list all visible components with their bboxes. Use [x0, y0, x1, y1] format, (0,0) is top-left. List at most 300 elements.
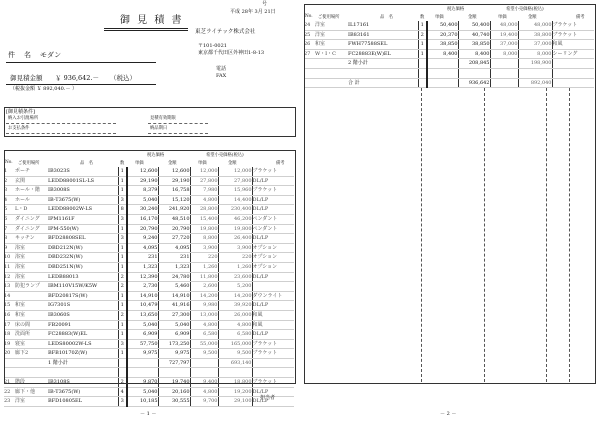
cell-ref-amount: 26,000	[218, 310, 252, 320]
company-address: 東京都千代田区外神田1-8-13	[198, 50, 265, 56]
cell-ref-unit: 9,700	[190, 397, 218, 407]
cell-no: 15	[4, 301, 15, 311]
cell-ref-amount: 8,000	[518, 49, 552, 59]
cell-qty: 4	[118, 387, 127, 397]
quote-page-2	[300, 0, 600, 424]
cell-amount: 50,400	[458, 21, 490, 30]
cell-amount: 27,300	[158, 310, 190, 320]
cell-qty: 1	[118, 262, 127, 272]
cell-model: LEDS80002W-LS	[48, 339, 118, 349]
cell-remark: オプション	[252, 243, 294, 253]
cell-ref-unit: 220	[190, 253, 218, 263]
cell-model: BFB10170Z(W)	[48, 349, 118, 359]
cell-amount: 936,642	[458, 78, 490, 88]
cell-ref-unit: 14,200	[190, 291, 218, 301]
cell-remark: ダウンライト	[252, 291, 294, 301]
cell-qty: 2	[118, 272, 127, 282]
cell-no: 9	[4, 243, 15, 253]
cell-amount: 16,758	[158, 186, 190, 196]
cell-unit: 231	[127, 253, 158, 263]
cell-model: IB3108S	[48, 378, 118, 388]
cell-qty: 8	[118, 205, 127, 215]
cell-remark: ブラケット	[552, 30, 594, 40]
table-frame-page-1	[4, 150, 296, 384]
cell-unit: 20,370	[427, 30, 458, 40]
cell-remark: ペンダント	[252, 214, 294, 224]
cell-no: 6	[4, 214, 15, 224]
cell-ref-amount: 3,900	[218, 243, 252, 253]
cell-no: 10	[4, 253, 15, 263]
cell-unit: 8,400	[427, 49, 458, 59]
p2-col-ref-unit-header: 単価	[498, 15, 507, 20]
cell-unit: 12,600	[127, 167, 158, 176]
cond-payment: お支払条件	[8, 126, 30, 131]
cell-ref-unit: 15,400	[190, 214, 218, 224]
cell-place: 寝室	[15, 339, 48, 349]
cell-model: IB-T3675(W)	[48, 195, 118, 205]
col-unit-header: 単価	[135, 161, 144, 166]
p2-col-model-header: 品 名	[380, 15, 393, 20]
cell-remark: 和風	[252, 320, 294, 330]
cell-place: 階段	[15, 378, 48, 388]
cell-model: 2 階小計	[348, 59, 418, 69]
table-row	[4, 397, 294, 407]
cell-remark: DL/LP	[252, 387, 294, 397]
company-postal: 〒101-0021	[198, 43, 227, 49]
cell-remark: DL/LP	[252, 272, 294, 282]
cell-no: 18	[4, 330, 15, 340]
subject-label: 件 名	[8, 51, 32, 59]
cell-ref-amount: 220	[218, 253, 252, 263]
p2-guide-2	[484, 88, 485, 382]
cell-remark: ブラケット	[252, 167, 294, 176]
cell-place: 浴室	[15, 262, 48, 272]
cell-qty: 3	[118, 214, 127, 224]
cell-remark: ブラケット	[552, 21, 594, 30]
cell-ref-unit: 3,900	[190, 243, 218, 253]
page-number-2: － 2 －	[440, 411, 457, 417]
cell-remark: シーリング	[552, 49, 594, 59]
cell-place: キッチン	[15, 234, 48, 244]
cell-remark: DL/LP	[252, 397, 294, 407]
cell-unit: 2,730	[127, 282, 158, 292]
p2-col-ref-amount-header: 金額	[528, 15, 537, 20]
cell-amount: 5,460	[158, 282, 190, 292]
cell-unit: 10,185	[127, 397, 158, 407]
cell-qty: 1	[118, 167, 127, 176]
cell-unit: 4,095	[127, 243, 158, 253]
cell-amount: 6,909	[158, 330, 190, 340]
cell-unit: 6,909	[127, 330, 158, 340]
subject-underline	[6, 62, 156, 63]
cell-amount: 9,975	[158, 349, 190, 359]
cell-ref-amount: 14,400	[218, 195, 252, 205]
cell-amount: 27,720	[158, 234, 190, 244]
cell-ref-amount: 693,140	[218, 358, 252, 368]
page-title: 御 見 積 書	[120, 15, 184, 26]
cell-amount: 19,740	[158, 378, 190, 388]
cell-ref-amount: 19,200	[218, 387, 252, 397]
p2-guide-1	[421, 88, 422, 382]
cell-place: 和室	[315, 40, 348, 50]
conditions-box	[4, 107, 296, 137]
p2-col-unit-header: 単価	[435, 15, 444, 20]
cell-unit: 1,323	[127, 262, 158, 272]
cell-ref-unit: 12,000	[190, 167, 218, 176]
cell-place: 床の間	[15, 320, 48, 330]
cell-unit: 5,040	[127, 195, 158, 205]
cell-no: 26	[304, 40, 315, 50]
cell-ref-unit: 9,400	[190, 378, 218, 388]
cell-unit: 10,479	[127, 301, 158, 311]
cell-ref-unit: 8,800	[190, 234, 218, 244]
cell-place: W・I・C	[315, 49, 348, 59]
cell-unit: 16,170	[127, 214, 158, 224]
cell-amount: 14,910	[158, 291, 190, 301]
cell-place: 浴室	[15, 272, 48, 282]
cell-ref-unit: 8,000	[490, 49, 518, 59]
cell-place: 和室	[15, 301, 48, 311]
cell-place: 廊下・他	[15, 387, 48, 397]
col-amount-header: 金額	[168, 161, 177, 166]
cell-qty: 1	[118, 243, 127, 253]
cell-amount: 4,095	[158, 243, 190, 253]
cell-ref-amount: 198,900	[518, 59, 552, 69]
p2-guide-4	[569, 88, 570, 382]
cell-remark: DL/LP	[252, 330, 294, 340]
p2-col-remarks-header: 備考	[576, 15, 585, 20]
company-name: 東芝ライテック株式会社	[195, 29, 256, 35]
cell-amount: 727,797	[158, 358, 190, 368]
cell-place: 浴室	[15, 243, 48, 253]
cell-remark: ブラケット	[252, 186, 294, 196]
p2-guide-3	[546, 88, 547, 382]
cell-ref-amount: 18,800	[218, 378, 252, 388]
cell-place: ダイニング	[15, 214, 48, 224]
cell-qty: 1	[418, 40, 427, 50]
cell-model: LEDD88002W-LS	[48, 205, 118, 215]
p2-col-no-header: No.	[305, 14, 313, 19]
cell-no: 20	[4, 349, 15, 359]
cell-model: BFD20817S(W)	[48, 291, 118, 301]
cell-ref-amount: 14,200	[218, 291, 252, 301]
cell-amount: 20,790	[158, 224, 190, 234]
cell-model: BFD28808SEL	[48, 234, 118, 244]
cell-ref-amount: 39,920	[218, 301, 252, 311]
cell-ref-unit: 4,800	[190, 320, 218, 330]
cell-unit: 8,379	[127, 186, 158, 196]
cell-ref-amount: 892,040	[518, 78, 552, 88]
person-in-charge-label: 担当者	[260, 395, 276, 401]
cell-remark: ブラケット	[252, 339, 294, 349]
cell-model: LEDB88013	[48, 272, 118, 282]
cell-model: IB3008S	[48, 186, 118, 196]
cell-remark: DL/LP	[252, 195, 294, 205]
subject-value: モダン	[40, 51, 62, 59]
cond-delivery-place: 納入お引渡場所	[8, 116, 39, 121]
cell-ref-unit: 9,980	[190, 301, 218, 311]
cell-qty: 3	[118, 339, 127, 349]
cell-ref-unit: 4,800	[190, 195, 218, 205]
cell-model: FWH77588SEL	[348, 40, 418, 50]
col-model-header: 品 名	[80, 161, 93, 166]
col-qty-header: 数	[120, 161, 125, 166]
col-remarks-header: 備考	[276, 161, 285, 166]
cell-unit: 12,390	[127, 272, 158, 282]
cell-model: IB3060S	[48, 310, 118, 320]
cell-ref-unit: 37,000	[490, 40, 518, 50]
cell-ref-amount: 5,200	[218, 282, 252, 292]
cell-ref-amount: 12,000	[218, 167, 252, 176]
cell-place: ダイニング	[15, 224, 48, 234]
cell-qty: 2	[118, 378, 127, 388]
cell-model: IB3023S	[48, 167, 118, 176]
cell-remark: DL/LP	[252, 176, 294, 186]
cell-model: IG7301S	[48, 301, 118, 311]
cell-remark: ブラケット	[252, 378, 294, 388]
cell-no: 12	[4, 272, 15, 282]
cell-remark: DL/LP	[252, 234, 294, 244]
cell-remark: 和風	[252, 310, 294, 320]
cell-ref-amount: 29,100	[218, 397, 252, 407]
cell-ref-unit: 19,400	[490, 30, 518, 40]
cell-place: 洗面所	[15, 330, 48, 340]
cell-unit: 38,850	[427, 40, 458, 50]
header-number: 号	[262, 1, 268, 7]
cell-amount: 12,600	[158, 167, 190, 176]
cell-ref-amount: 15,960	[218, 186, 252, 196]
cell-ref-amount: 9,500	[218, 349, 252, 359]
cell-ref-unit: 6,580	[190, 330, 218, 340]
col-place-header: ご使用場所	[18, 161, 40, 166]
cell-amount: 231	[158, 253, 190, 263]
cell-qty: 1	[418, 21, 427, 30]
conditions-title: [御見積条件]	[6, 109, 35, 115]
cell-place: 和室	[15, 310, 48, 320]
cell-qty: 1	[118, 176, 127, 186]
cell-qty: 1	[118, 301, 127, 311]
cell-place: ポーチ	[15, 167, 48, 176]
cell-qty: 1	[118, 291, 127, 301]
cell-model: FB20091	[48, 320, 118, 330]
tax-excluded-amount: （税抜金額 ￥ 892,040.－ ）	[10, 86, 78, 92]
p2-col-quote-group-header: 税込価格	[447, 7, 465, 12]
col-ref-amount-header: 金額	[228, 161, 237, 166]
tel-label: 電話	[216, 66, 227, 72]
cell-ref-amount: 38,800	[518, 30, 552, 40]
cell-no: 14	[4, 291, 15, 301]
cell-no: 2	[4, 176, 15, 186]
cell-place: L・D	[15, 205, 48, 215]
cell-qty: 2	[118, 282, 127, 292]
cell-ref-unit: 19,800	[190, 224, 218, 234]
cell-ref-unit: 1,260	[190, 262, 218, 272]
cell-place: ホール・階	[15, 186, 48, 196]
cell-amount: 208,845	[458, 59, 490, 69]
cell-place: ホール	[15, 195, 48, 205]
col-ref-unit-header: 単価	[198, 161, 207, 166]
cell-amount: 30,555	[158, 397, 190, 407]
cell-unit: 5,040	[127, 387, 158, 397]
cell-ref-amount: 23,600	[218, 272, 252, 282]
quote-date: 平成 28年 3月 21日	[230, 9, 276, 15]
cell-unit: 20,790	[127, 224, 158, 234]
fax-label: FAX	[216, 73, 227, 79]
cell-unit: 50,400	[427, 21, 458, 30]
cell-remark: DL/LP	[252, 205, 294, 215]
cell-ref-amount: 48,000	[518, 21, 552, 30]
cell-amount: 24,780	[158, 272, 190, 282]
cell-amount: 48,510	[158, 214, 190, 224]
cell-unit: 29,190	[127, 176, 158, 186]
cell-ref-unit: 48,000	[490, 21, 518, 30]
cell-ref-unit: 27,800	[190, 176, 218, 186]
cell-no: 13	[4, 282, 15, 292]
cell-amount: 29,190	[158, 176, 190, 186]
cell-unit: 9,240	[127, 234, 158, 244]
cell-ref-amount: 1,260	[218, 262, 252, 272]
cell-qty: 3	[118, 397, 127, 407]
cell-amount: 173,250	[158, 339, 190, 349]
cell-ref-amount: 4,800	[218, 320, 252, 330]
cell-qty: 3	[118, 234, 127, 244]
cell-no: 4	[4, 195, 15, 205]
total-value: ￥ 936,642.－	[55, 74, 100, 82]
cell-unit: 30,240	[127, 205, 158, 215]
cell-ref-amount: 6,580	[218, 330, 252, 340]
cell-no: 22	[4, 387, 15, 397]
cell-no: 7	[4, 224, 15, 234]
cell-place: 洋室	[315, 30, 348, 40]
total-label: 御見積金額	[10, 74, 43, 82]
cell-amount: 241,920	[158, 205, 190, 215]
cell-unit: 13,650	[127, 310, 158, 320]
cell-no: 24	[304, 21, 315, 30]
col-quote-group-header: 税込価格	[147, 153, 165, 158]
total-tax-note: （税込）	[110, 74, 136, 82]
cell-unit: 9,975	[127, 349, 158, 359]
cell-no: 1	[4, 167, 15, 176]
cell-ref-unit: 11,800	[190, 272, 218, 282]
cell-amount: 41,916	[158, 301, 190, 311]
cell-amount: 1,323	[158, 262, 190, 272]
cell-unit: 9,870	[127, 378, 158, 388]
title-underline	[104, 28, 188, 29]
total-underline	[6, 84, 156, 85]
cell-model: IL17161	[348, 21, 418, 30]
cell-qty: 1	[118, 349, 127, 359]
cell-ref-amount: 27,800	[218, 176, 252, 186]
cell-amount: 5,040	[158, 320, 190, 330]
cell-place: 玄関	[15, 176, 48, 186]
cell-ref-unit: 13,000	[190, 310, 218, 320]
cell-model: 1 階小計	[48, 358, 118, 368]
cell-place: 浴室	[15, 253, 48, 263]
col-no-header: No.	[5, 160, 13, 165]
cell-model: IB-T3675(W)	[48, 387, 118, 397]
cell-remark: ペンダント	[252, 224, 294, 234]
cell-no: 5	[4, 205, 15, 215]
cell-qty: 1	[118, 186, 127, 196]
p2-col-place-header: ご使用場所	[318, 15, 340, 20]
cell-ref-amount: 37,000	[518, 40, 552, 50]
cond-validity: 見積有効期限	[150, 116, 176, 121]
cell-remark: ブラケット	[252, 349, 294, 359]
cell-ref-unit: 2,600	[190, 282, 218, 292]
table-frame-page-2	[304, 4, 596, 384]
p2-col-qty-header: 数	[420, 15, 425, 20]
cell-no: 23	[4, 397, 15, 407]
cell-remark: オプション	[252, 262, 294, 272]
cell-model: 合 計	[348, 78, 418, 88]
cell-qty: 1	[118, 224, 127, 234]
cell-remark: DL/LP	[252, 301, 294, 311]
cell-qty: 2	[418, 30, 427, 40]
cell-no: 25	[304, 30, 315, 40]
cell-model: IPM1161F	[48, 214, 118, 224]
cell-no: 3	[4, 186, 15, 196]
cell-qty: 1	[118, 330, 127, 340]
cell-no: 19	[4, 339, 15, 349]
cell-qty: 2	[118, 310, 127, 320]
table-row	[4, 387, 294, 397]
cell-amount: 8,400	[458, 49, 490, 59]
cell-ref-unit: 4,800	[190, 387, 218, 397]
cell-amount: 20,160	[158, 387, 190, 397]
cell-amount: 38,850	[458, 40, 490, 50]
cell-place: 洋室	[15, 397, 48, 407]
cell-place: 廊下2	[15, 349, 48, 359]
p2-col-amount-header: 金額	[468, 15, 477, 20]
cell-ref-amount: 46,200	[218, 214, 252, 224]
cell-place: 洋室	[315, 21, 348, 30]
cell-model: DBD251N(W)	[48, 262, 118, 272]
cell-ref-amount: 26,400	[218, 234, 252, 244]
cell-model: IBM110V15W/K5W	[48, 282, 118, 292]
cell-model: LEDD88001SL-LS	[48, 176, 118, 186]
cell-amount: 40,740	[458, 30, 490, 40]
cell-qty: 3	[118, 195, 127, 205]
cell-ref-amount: 165,000	[218, 339, 252, 349]
cell-amount: 15,120	[158, 195, 190, 205]
cell-no: 8	[4, 234, 15, 244]
cell-unit: 14,910	[127, 291, 158, 301]
cell-model: DBD232N(W)	[48, 253, 118, 263]
cond-delivery-date: 納品期日	[150, 126, 168, 131]
cell-ref-amount: 230,400	[218, 205, 252, 215]
cell-unit: 57,750	[127, 339, 158, 349]
cell-remark: 和風	[552, 40, 594, 50]
cell-remark: オプション	[252, 253, 294, 263]
title-underline-2	[104, 30, 188, 31]
cell-ref-unit: 7,980	[190, 186, 218, 196]
cell-no: 17	[4, 320, 15, 330]
cell-ref-amount: 19,800	[218, 224, 252, 234]
cell-unit: 5,040	[127, 320, 158, 330]
cell-model: FC28883E(W)EL	[348, 49, 418, 59]
cell-model: BFD10805EL	[48, 397, 118, 407]
col-ref-group-header: 希望小売価格(税込)	[206, 153, 244, 158]
cell-ref-unit: 28,800	[190, 205, 218, 215]
cell-model: DBD212N(W)	[48, 243, 118, 253]
cell-no: 11	[4, 262, 15, 272]
cell-model: IPM-550(W)	[48, 224, 118, 234]
cell-ref-unit: 55,000	[190, 339, 218, 349]
cell-no: 27	[304, 49, 315, 59]
cell-model: FC28883(W)EL	[48, 330, 118, 340]
cell-model: IB83161	[348, 30, 418, 40]
cell-no: 16	[4, 310, 15, 320]
